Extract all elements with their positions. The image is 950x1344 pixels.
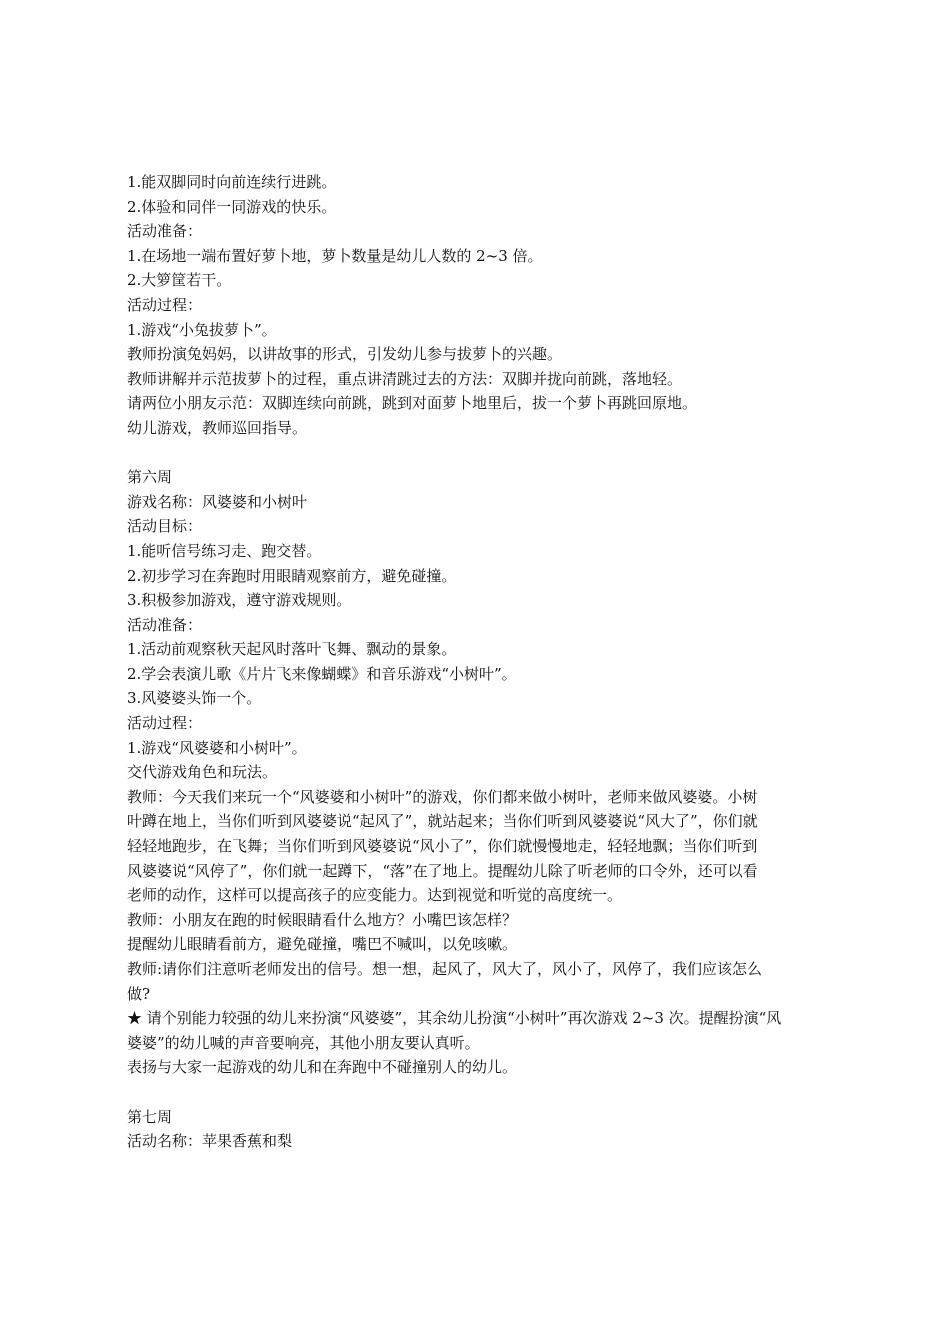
- blank-line: [127, 441, 835, 466]
- document-page: [127, 170, 835, 1154]
- section-week5-tail: [127, 170, 835, 441]
- text-line: 1.在场地一端布置好萝卜地，萝卜数量是幼儿人数的 2~3 倍。: [127, 246, 543, 265]
- paragraph-line: 婆婆”的幼儿喊的声音要响亮，其他小朋友要认真听。: [127, 1033, 480, 1052]
- text-line: 3.积极参加游戏，遵守游戏规则。: [127, 591, 352, 610]
- week-title: 第七周: [127, 1107, 173, 1126]
- section-week7: [127, 1105, 835, 1154]
- text-line: 教师：小朋友在跑的时候眼睛看什么地方？小嘴巴该怎样？: [127, 910, 518, 929]
- text-line: 2.学会表演儿歌《片片飞来像蝴蝶》和音乐游戏“小树叶”。: [127, 664, 517, 683]
- week-title: 第六周: [127, 468, 173, 487]
- paragraph-line: 叶蹲在地上，当你们听到风婆婆说“起风了”，就站起来；当你们听到风婆婆说“风大了”，你们就: [127, 812, 758, 831]
- paragraph-line: 教师:请你们注意听老师发出的信号。想一想，起风了，风大了，风小了，风停了，我们应该怎么: [127, 960, 763, 978]
- paragraph-line: 做?: [127, 984, 151, 1003]
- text-line: 教师扮演兔妈妈，以讲故事的形式，引发幼儿参与拔萝卜的兴趣。: [127, 345, 563, 364]
- text-line: 2.大箩筐若干。: [127, 271, 232, 290]
- text-line: 提醒幼儿眼睛看前方，避免碰撞，嘴巴不喊叫，以免咳嗽。: [127, 935, 518, 954]
- blank-line: [127, 1080, 835, 1105]
- text-line: 幼儿游戏，教师巡回指导。: [127, 418, 308, 437]
- paragraph-line: 风婆婆说“风停了”，你们就一起蹲下，“落”在了地上。提醒幼儿除了听老师的口令外，还可以看: [127, 861, 758, 880]
- text-line: 交代游戏角色和玩法。: [127, 763, 278, 782]
- text-line: 教师讲解并示范拔萝卜的过程，重点讲清跳过去的方法：双脚并拢向前跳，落地轻。: [127, 369, 683, 388]
- text-line: 3.风婆婆头饰一个。: [127, 689, 262, 708]
- text-line: 1.游戏“风婆婆和小树叶”。: [127, 738, 307, 757]
- text-line: 1.能听信号练习走、跑交替。: [127, 541, 322, 560]
- section-heading: 活动准备：: [127, 222, 203, 241]
- text-line: 请两位小朋友示范：双脚连续向前跳，跳到对面萝卜地里后，拔一个萝卜再跳回原地。: [127, 394, 698, 413]
- game-name: 游戏名称：风婆婆和小树叶: [127, 492, 308, 511]
- text-line: 1.活动前观察秋天起风时落叶飞舞、飘动的景象。: [127, 640, 457, 659]
- activity-name: 活动名称：苹果香蕉和梨: [127, 1132, 293, 1151]
- text-line: 表扬与大家一起游戏的幼儿和在奔跑中不碰撞别人的幼儿。: [127, 1058, 518, 1077]
- section-heading: 活动过程：: [127, 714, 203, 733]
- text-line: 2.初步学习在奔跑时用眼睛观察前方，避免碰撞。: [127, 566, 457, 585]
- section-heading: 活动目标：: [127, 517, 203, 536]
- text-line: 1.能双脚同时向前连续行进跳。: [127, 173, 337, 191]
- paragraph-line: 老师的动作，这样可以提高孩子的应变能力。达到视觉和听觉的高度统一。: [127, 886, 623, 905]
- paragraph-line: ★ 请个别能力较强的幼儿来扮演“风婆婆”，其余幼儿扮演“小树叶”再次游戏 2~3 次。提醒扮演“风: [127, 1009, 782, 1028]
- section-heading: 活动过程：: [127, 295, 203, 314]
- section-heading: 活动准备：: [127, 615, 203, 634]
- paragraph-line: 轻轻地跑步，在飞舞；当你们听到风婆婆说“风小了”，你们就慢慢地走，轻轻地飘；当你们听到: [127, 837, 758, 856]
- text-line: 1.游戏“小兔拔萝卜”。: [127, 320, 277, 339]
- text-line: 2.体验和同伴一同游戏的快乐。: [127, 197, 337, 216]
- section-week6: [127, 465, 835, 1080]
- paragraph-line: 教师：今天我们来玩一个“风婆婆和小树叶”的游戏，你们都来做小树叶，老师来做风婆婆。小树: [127, 787, 758, 806]
